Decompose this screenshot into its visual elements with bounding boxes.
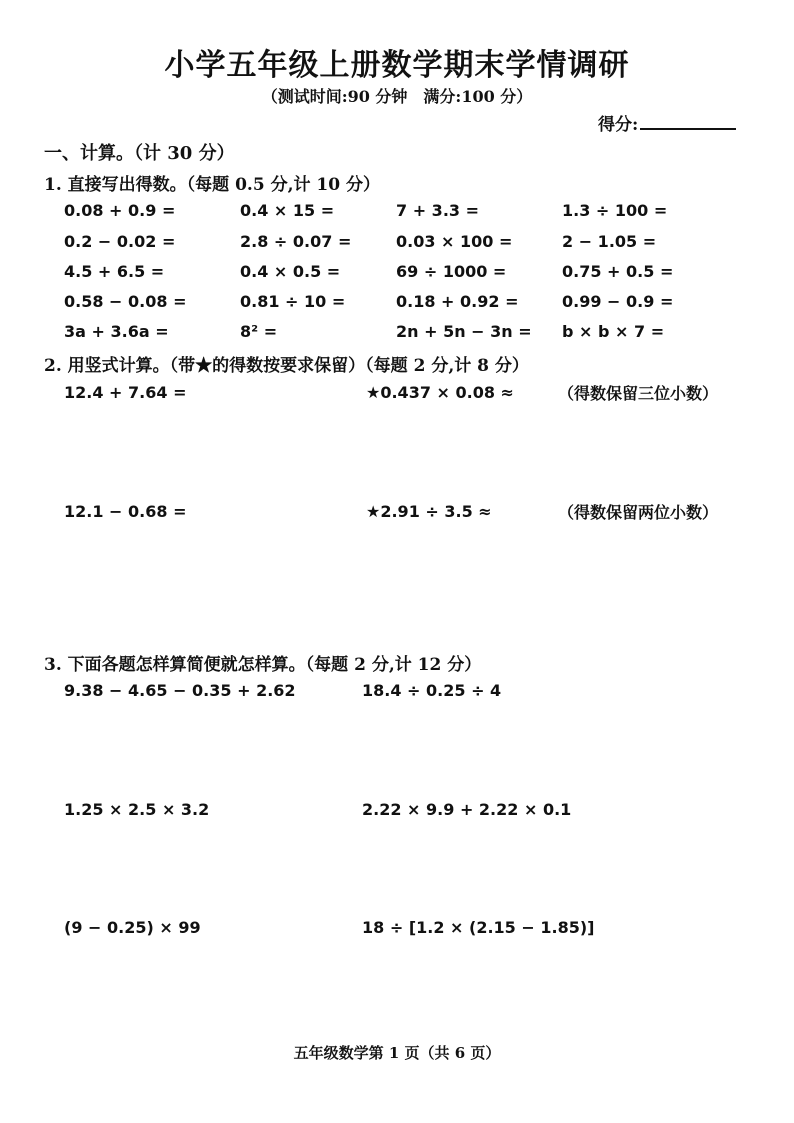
q2-item: ★2.91 ÷ 3.5 ≈ — [366, 502, 492, 521]
q2-heading: 2. 用竖式计算。（带★的得数按要求保留）（每题 2 分,计 8 分） — [44, 356, 529, 376]
q1-item: 0.81 ÷ 10 = — [240, 292, 346, 311]
q2-item: 12.1 − 0.68 = — [64, 502, 187, 521]
q1-item: 0.99 − 0.9 = — [562, 292, 674, 311]
q1-item: 7 + 3.3 = — [396, 201, 479, 220]
q1-heading: 1. 直接写出得数。（每题 0.5 分,计 10 分） — [44, 175, 380, 195]
q1-item: 0.18 + 0.92 = — [396, 292, 519, 311]
q3-item: 9.38 − 4.65 − 0.35 + 2.62 — [64, 681, 296, 700]
score-blank-line — [640, 118, 736, 130]
q1-item: 0.08 + 0.9 = — [64, 201, 176, 220]
q1-item: 69 ÷ 1000 = — [396, 262, 507, 281]
q1-item: 2n + 5n − 3n = — [396, 322, 532, 341]
q1-item: 3a + 3.6a = — [64, 322, 169, 341]
q1-item: 4.5 + 6.5 = — [64, 262, 165, 281]
score-label: 得分: — [598, 115, 639, 135]
q2-rounding-note: （得数保留三位小数） — [558, 384, 719, 403]
q1-item: 0.4 × 15 = — [240, 201, 335, 220]
q2-rounding-note: （得数保留两位小数） — [558, 503, 719, 522]
q1-item: 0.58 − 0.08 = — [64, 292, 187, 311]
q1-item: 0.4 × 0.5 = — [240, 262, 341, 281]
q3-item: 1.25 × 2.5 × 3.2 — [64, 800, 210, 819]
q3-heading: 3. 下面各题怎样算简便就怎样算。（每题 2 分,计 12 分） — [44, 655, 482, 675]
q3-item: 18 ÷ [1.2 × (2.15 − 1.85)] — [362, 918, 595, 937]
score-field — [598, 110, 736, 135]
q1-item: 0.75 + 0.5 = — [562, 262, 674, 281]
q1-item: 2 − 1.05 = — [562, 232, 657, 251]
q3-item: 18.4 ÷ 0.25 ÷ 4 — [362, 681, 502, 700]
q1-item: b × b × 7 = — [562, 322, 665, 341]
q2-item: 12.4 + 7.64 = — [64, 383, 187, 402]
q1-item: 0.2 − 0.02 = — [64, 232, 176, 251]
q1-item: 0.03 × 100 = — [396, 232, 513, 251]
q1-item: 2.8 ÷ 0.07 = — [240, 232, 352, 251]
q2-item: ★0.437 × 0.08 ≈ — [366, 383, 514, 402]
q1-item: 8² = — [240, 322, 278, 341]
section-heading: 一、计算。（计 30 分） — [44, 143, 235, 164]
page-title: 小学五年级上册数学期末学情调研 — [164, 48, 630, 83]
q3-item: 2.22 × 9.9 + 2.22 × 0.1 — [362, 800, 572, 819]
q1-item: 1.3 ÷ 100 = — [562, 201, 668, 220]
q3-item: (9 − 0.25) × 99 — [64, 918, 201, 937]
exam-info: （测试时间:90 分钟 满分:100 分） — [261, 87, 533, 106]
page-footer: 五年级数学第 1 页（共 6 页） — [293, 1044, 501, 1062]
